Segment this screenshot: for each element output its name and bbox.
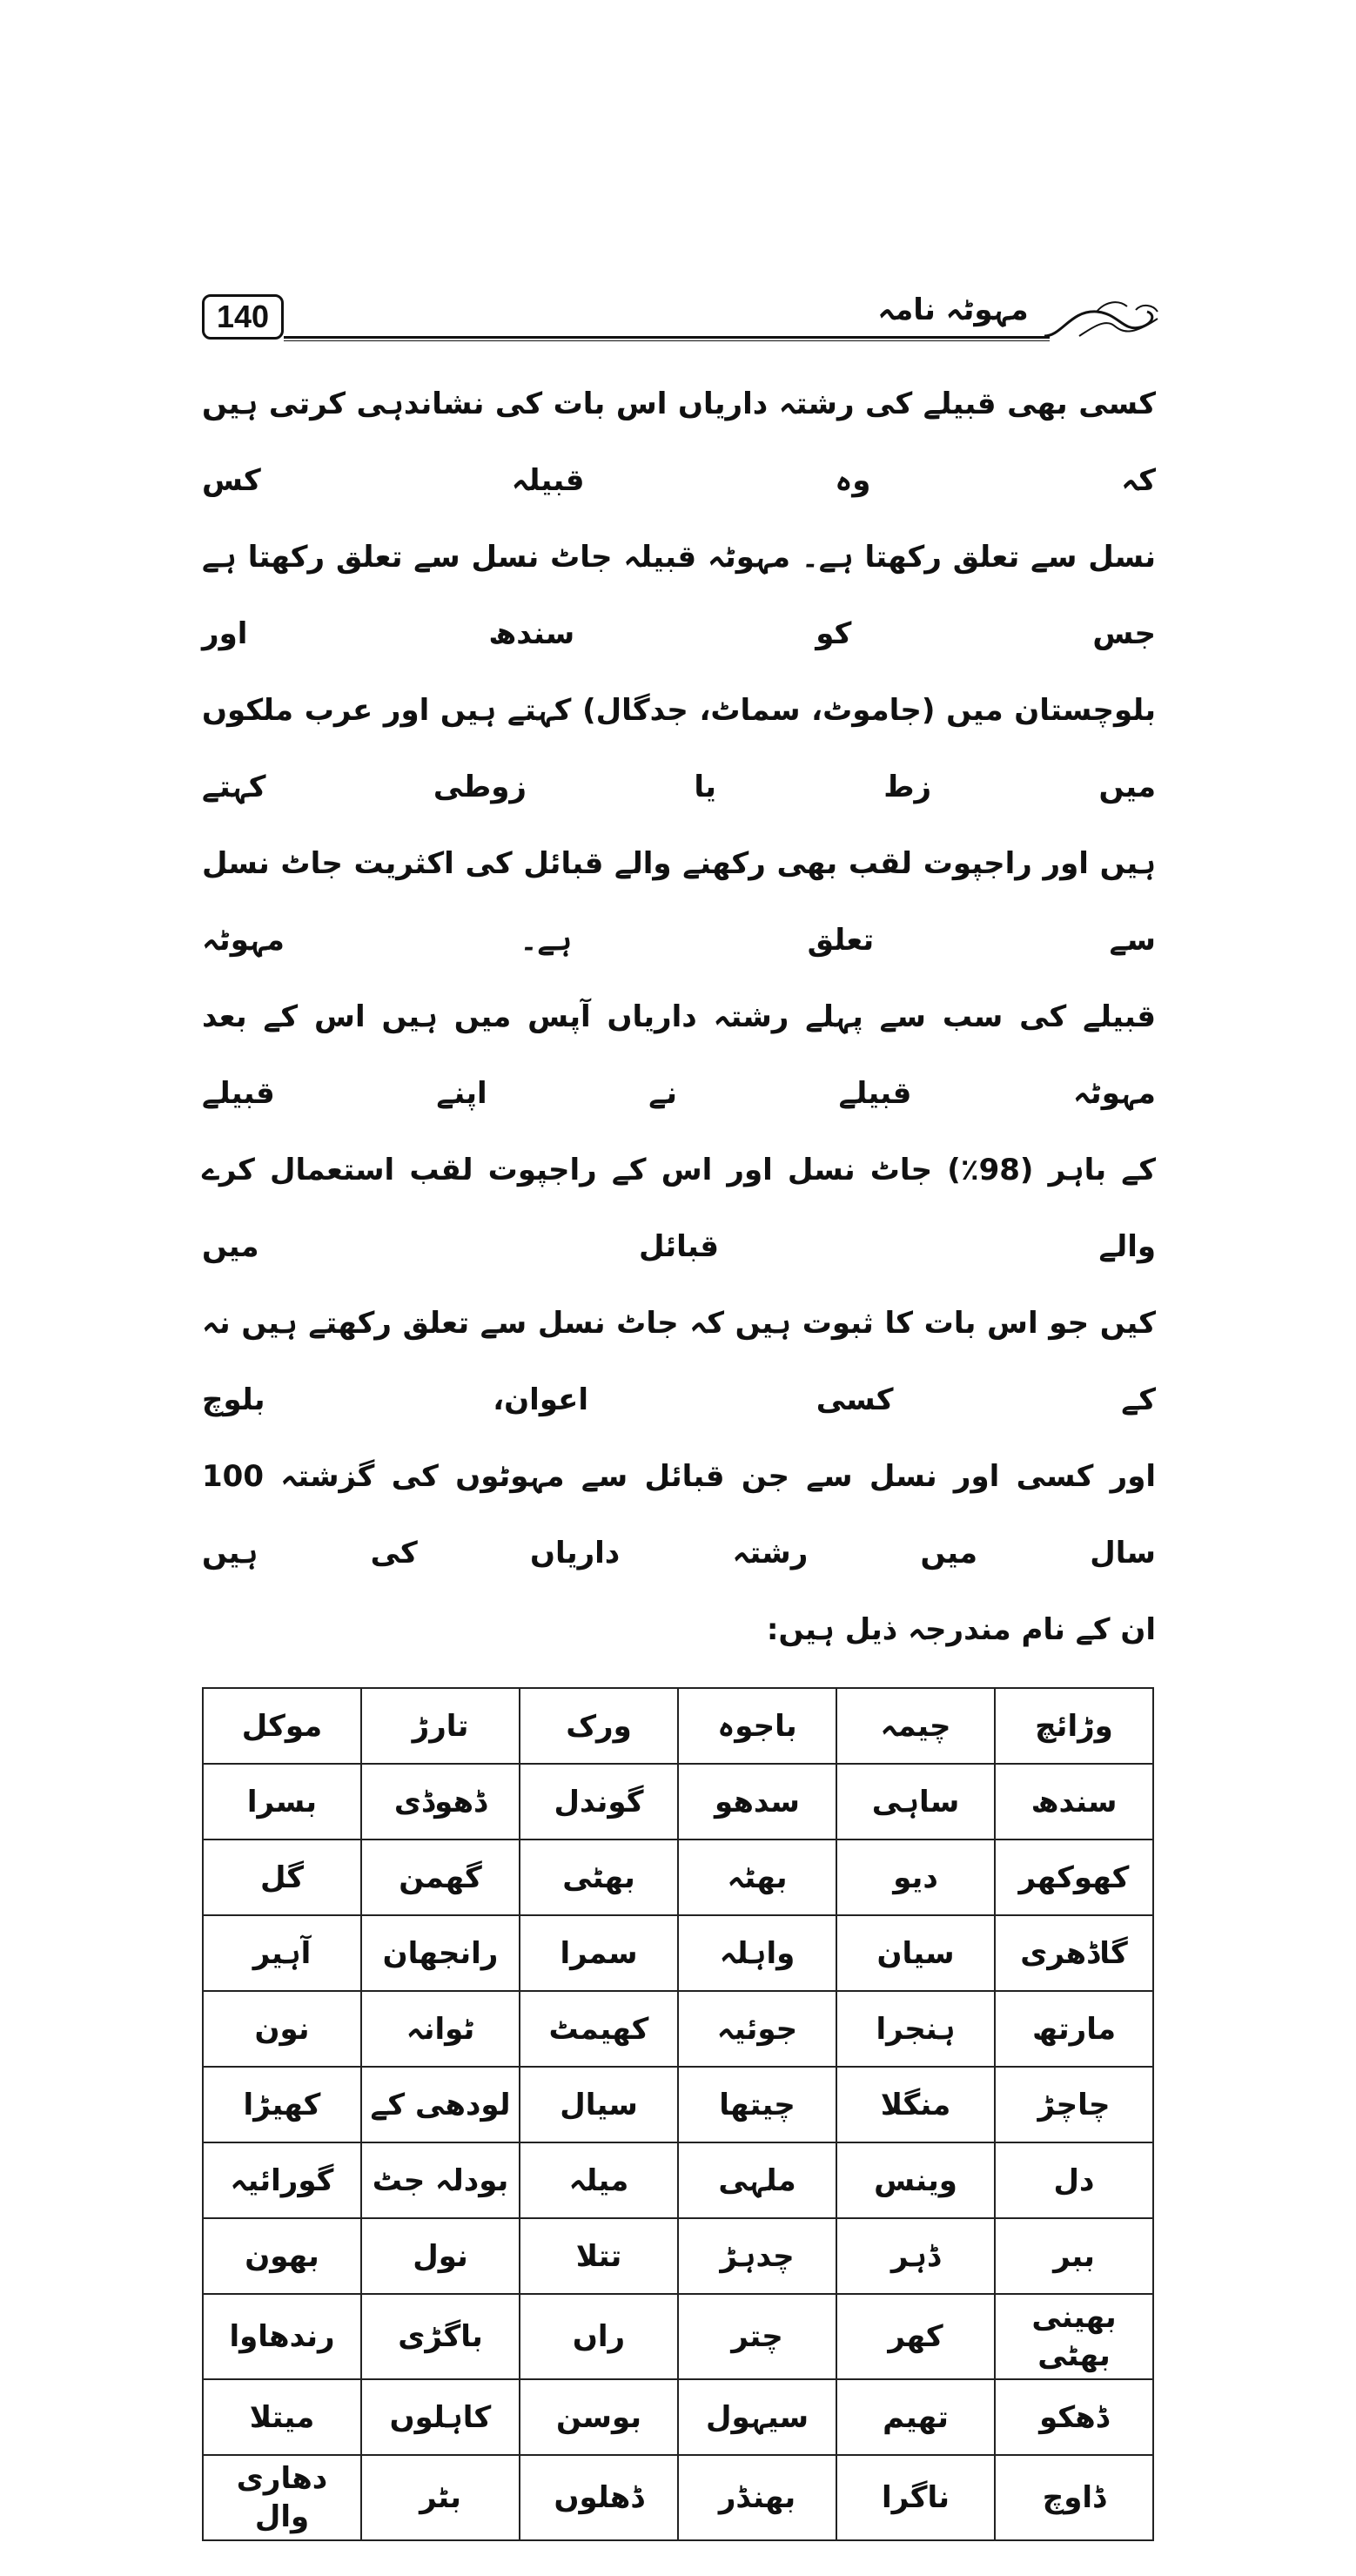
table-cell: چاچڑ bbox=[995, 2067, 1153, 2142]
table-cell: تھیم bbox=[836, 2379, 995, 2455]
table-row bbox=[203, 1840, 1153, 1915]
table-cell: راں bbox=[520, 2294, 678, 2379]
table-cell: بھٹی bbox=[520, 1840, 678, 1915]
table-cell: سیان bbox=[836, 1915, 995, 1991]
table-cell: گاڈھری bbox=[995, 1915, 1153, 1991]
page-number: 140 bbox=[202, 294, 284, 340]
table-cell: چتر bbox=[678, 2294, 836, 2379]
table-cell: بھنڈر bbox=[678, 2455, 836, 2540]
table-cell: کھیمٹ bbox=[520, 1991, 678, 2067]
table-row bbox=[203, 1764, 1153, 1840]
table-cell: سندھ bbox=[995, 1764, 1153, 1840]
body-paragraph bbox=[202, 366, 1156, 1668]
table-cell: گل bbox=[203, 1840, 361, 1915]
table-cell: چیتھا bbox=[678, 2067, 836, 2142]
text-line: نسل سے تعلق رکھتا ہے۔ مہوٹہ قبیلہ جاٹ نسل سے تعلق رکھتا ہے جس کو سندھ اور bbox=[202, 540, 1156, 651]
table-row bbox=[203, 2294, 1153, 2379]
table-cell: لودھی کے bbox=[361, 2067, 520, 2142]
table-cell: ڈاوچ bbox=[995, 2455, 1153, 2540]
table-row bbox=[203, 2379, 1153, 2455]
table-cell: آہیر bbox=[203, 1915, 361, 1991]
table-cell: ڈہر bbox=[836, 2218, 995, 2294]
table-cell: بودلہ جٹ bbox=[361, 2142, 520, 2218]
table-row bbox=[203, 1915, 1153, 1991]
text-line: بلوچستان میں (جاموٹ، سماٹ، جدگال) کہتے ہیں اور عرب ملکوں میں زط یا زوطی کہتے bbox=[202, 693, 1156, 804]
table-cell: ڈھوڈی bbox=[361, 1764, 520, 1840]
table-row bbox=[203, 2218, 1153, 2294]
table-cell: تتلا bbox=[520, 2218, 678, 2294]
table-row bbox=[203, 2142, 1153, 2218]
table-cell: ناگرا bbox=[836, 2455, 995, 2540]
table-cell: چیمہ bbox=[836, 1688, 995, 1764]
table-cell: گھمن bbox=[361, 1840, 520, 1915]
table-cell: نون bbox=[203, 1991, 361, 2067]
text-line: کے باہر (98٪) جاٹ نسل اور اس کے راجپوت لقب استعمال کرے والے قبائل میں bbox=[202, 1153, 1156, 1264]
table-cell: ملہی bbox=[678, 2142, 836, 2218]
text-line: ان کے نام مندرجہ ذیل ہیں: bbox=[766, 1612, 1156, 1647]
table-cell: باجوہ bbox=[678, 1688, 836, 1764]
table-cell: کاہلوں bbox=[361, 2379, 520, 2455]
table-cell: گورائیہ bbox=[203, 2142, 361, 2218]
table-cell: باگڑی bbox=[361, 2294, 520, 2379]
table-cell: بوسن bbox=[520, 2379, 678, 2455]
table-cell: وینس bbox=[836, 2142, 995, 2218]
table-cell: بھون bbox=[203, 2218, 361, 2294]
table-cell: سمرا bbox=[520, 1915, 678, 1991]
book-title: مہوٹہ نامہ bbox=[877, 293, 1029, 327]
table-cell: نول bbox=[361, 2218, 520, 2294]
table-row bbox=[203, 2455, 1153, 2540]
table-cell: رانجھان bbox=[361, 1915, 520, 1991]
table-cell: ڈھکو bbox=[995, 2379, 1153, 2455]
text-line: اور کسی اور نسل سے جن قبائل سے مہوٹوں کی گزشتہ 100 سال میں رشتہ داریاں کی ہیں bbox=[202, 1459, 1156, 1570]
text-line: ہیں اور راجپوت لقب بھی رکھنے والے قبائل کی اکثریت جاٹ نسل سے تعلق ہے۔ مہوٹہ bbox=[202, 846, 1156, 958]
table-cell: رندھاوا bbox=[203, 2294, 361, 2379]
table-cell: چدہڑ bbox=[678, 2218, 836, 2294]
tribe-names-table bbox=[202, 1687, 1154, 2541]
table-cell: سیال bbox=[520, 2067, 678, 2142]
table-cell: گوندل bbox=[520, 1764, 678, 1840]
table-cell: ڈھلوں bbox=[520, 2455, 678, 2540]
table-cell: دل bbox=[995, 2142, 1153, 2218]
table-cell: بٹر bbox=[361, 2455, 520, 2540]
table-cell: میلہ bbox=[520, 2142, 678, 2218]
table-cell: سدھو bbox=[678, 1764, 836, 1840]
table-cell: کھوکھر bbox=[995, 1840, 1153, 1915]
table-row bbox=[203, 1991, 1153, 2067]
table-cell: سیہول bbox=[678, 2379, 836, 2455]
table-cell: ورک bbox=[520, 1688, 678, 1764]
table-cell: منگلا bbox=[836, 2067, 995, 2142]
table-cell: ہنجرا bbox=[836, 1991, 995, 2067]
table-cell: واہلہ bbox=[678, 1915, 836, 1991]
table-cell: کھر bbox=[836, 2294, 995, 2379]
table-cell: دیو bbox=[836, 1840, 995, 1915]
table-cell: وڑائچ bbox=[995, 1688, 1153, 1764]
table-cell: میتلا bbox=[203, 2379, 361, 2455]
table-cell: بسرا bbox=[203, 1764, 361, 1840]
table-cell: بھینی بھٹی bbox=[995, 2294, 1153, 2379]
table-cell: دھاری وال bbox=[203, 2455, 361, 2540]
text-line: کسی بھی قبیلے کی رشتہ داریاں اس بات کی نشاندہی کرتی ہیں کہ وہ قبیلہ کس bbox=[202, 387, 1156, 498]
table-cell: بھٹہ bbox=[678, 1840, 836, 1915]
page-content bbox=[202, 0, 1156, 2576]
table-cell: کھیڑا bbox=[203, 2067, 361, 2142]
text-line: قبیلے کی سب سے پہلے رشتہ داریاں آپس میں ہیں اس کے بعد مہوٹہ قبیلے نے اپنے قبیلے bbox=[202, 999, 1156, 1111]
table-row bbox=[203, 2067, 1153, 2142]
table-cell: مارتھ bbox=[995, 1991, 1153, 2067]
text-line: کیں جو اس بات کا ثبوت ہیں کہ جاٹ نسل سے تعلق رکھتے ہیں نہ کے کسی اعوان، بلوچ bbox=[202, 1306, 1156, 1417]
table-cell: موکل bbox=[203, 1688, 361, 1764]
table-cell: ٹوانہ bbox=[361, 1991, 520, 2067]
table-row bbox=[203, 1688, 1153, 1764]
table-cell: جوئیہ bbox=[678, 1991, 836, 2067]
table-cell: ساہی bbox=[836, 1764, 995, 1840]
table-cell: تارڑ bbox=[361, 1688, 520, 1764]
table-cell: ببر bbox=[995, 2218, 1153, 2294]
